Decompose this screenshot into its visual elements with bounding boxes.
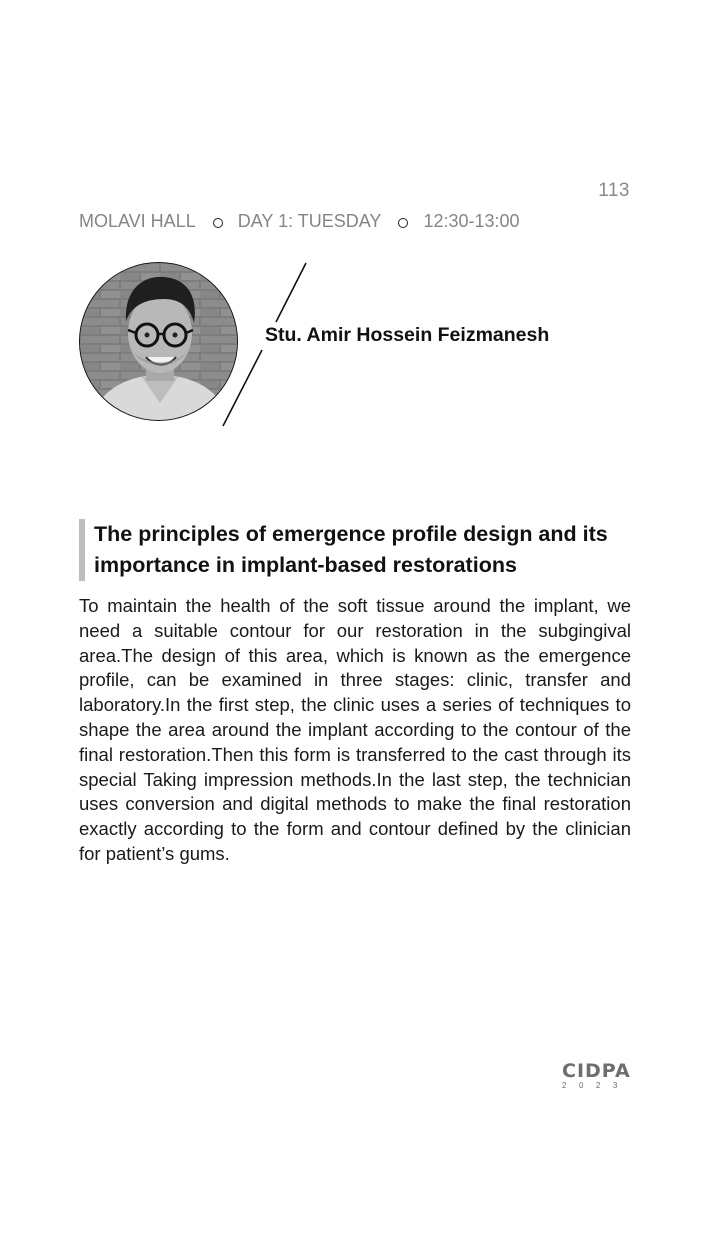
session-hall: MOLAVI HALL <box>79 211 196 231</box>
talk-title-block <box>79 519 631 581</box>
speaker-name: Stu. Amir Hossein Feizmanesh <box>265 324 550 346</box>
separator-circle-icon <box>213 218 223 228</box>
logo-mark: CIDPA <box>562 1060 631 1082</box>
separator-circle-icon <box>398 218 408 228</box>
session-day: DAY 1: TUESDAY <box>237 211 382 231</box>
speaker-portrait-icon <box>80 263 237 420</box>
page-number: 113 <box>598 180 630 201</box>
abstract-paragraph: To maintain the health of the soft tissue around the implant, we need a suitable contour for our restoration in the subgingival area.The design of this area, which is known as the emergence profile, can be examined in three stages: clinic, transfer and laboratory.In the first step, the clinic uses a series of techniques to shape the area around the implant according to the contour of the final restoration.Then this form is transferred to the cast through its special Taking impression methods.In the last step, the technician uses conversion and digital methods to make the final restoration exactly according to the form and contour defined by the clinician for patient’s gums. <box>79 595 631 864</box>
cidpa-logo <box>562 1062 632 1090</box>
logo-year: 2023 <box>562 1081 630 1090</box>
session-info <box>79 211 520 232</box>
session-time: 12:30-13:00 <box>423 211 520 231</box>
speaker-photo <box>79 262 238 421</box>
talk-title: The principles of emergence profile design and its importance in implant-based restorations <box>94 522 608 577</box>
